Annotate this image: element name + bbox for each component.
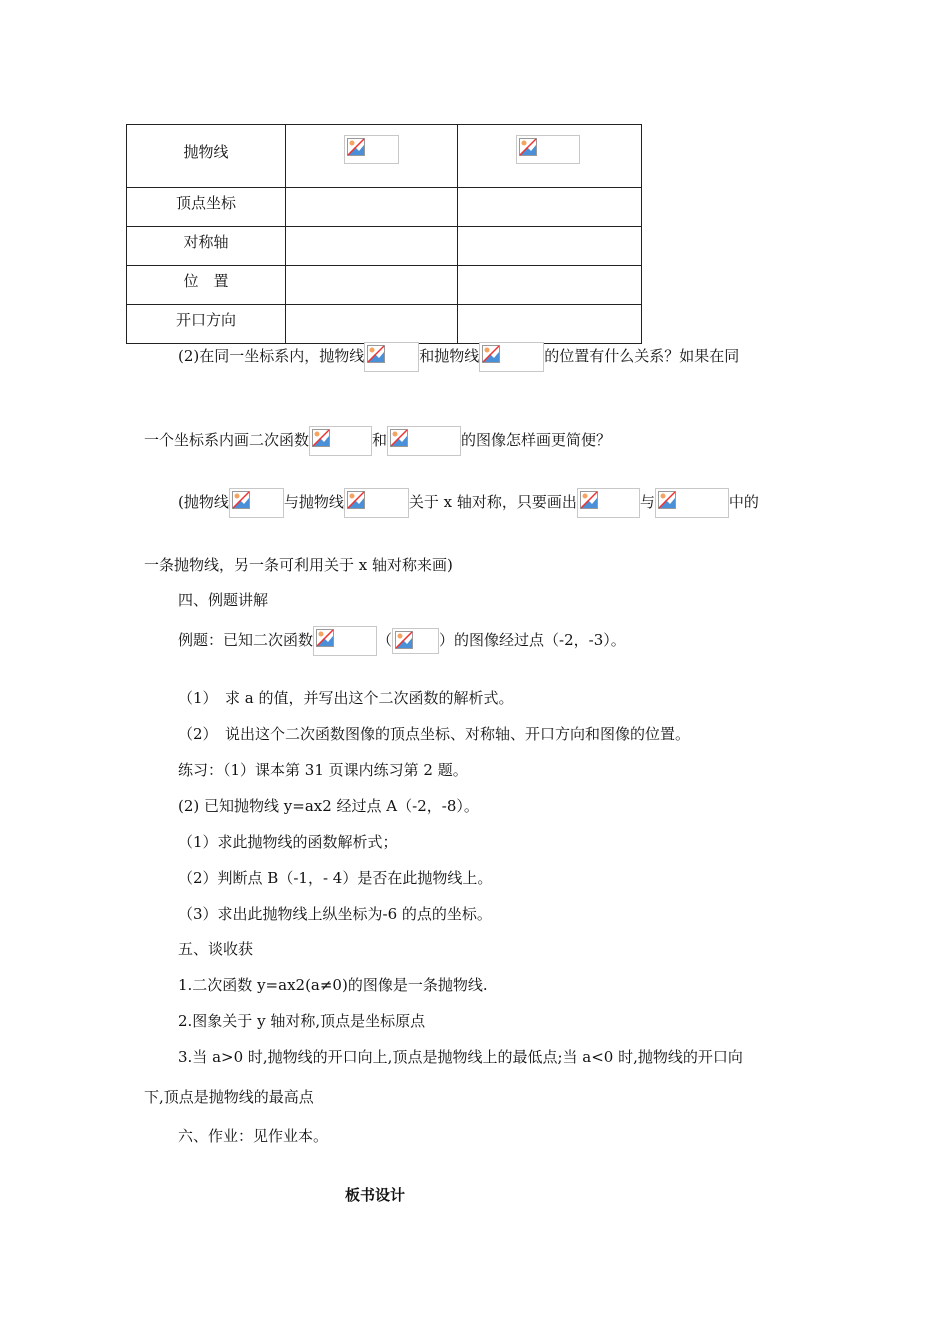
question-2-line bbox=[178, 342, 739, 372]
row-label: 开口方向 bbox=[127, 305, 286, 344]
text: 关于 x 轴对称，只要画出 bbox=[408, 493, 577, 511]
formula-image bbox=[387, 426, 461, 456]
section-heading: 五、谈收获 bbox=[178, 940, 254, 958]
broken-image-icon bbox=[232, 491, 250, 509]
broken-image-icon bbox=[482, 345, 500, 363]
table-cell bbox=[458, 305, 642, 344]
formula-image bbox=[516, 135, 580, 164]
text: （ bbox=[377, 631, 393, 649]
row-label: 位 置 bbox=[127, 266, 286, 305]
formula-image bbox=[479, 342, 544, 372]
broken-image-icon bbox=[312, 429, 330, 447]
text: ）的图像经过点（-2，-3）。 bbox=[439, 631, 626, 649]
row-label: 对称轴 bbox=[127, 227, 286, 266]
hint-continuation: 一条抛物线，另一条可利用关于 x 轴对称来画) bbox=[144, 556, 453, 574]
practice-subitem: （1）求此抛物线的函数解析式； bbox=[178, 833, 398, 851]
table-cell bbox=[285, 227, 458, 266]
summary-line: 1.二次函数 y=ax2(a≠0)的图像是一条抛物线. bbox=[178, 976, 488, 994]
section-heading: 六、作业：见作业本。 bbox=[178, 1127, 329, 1145]
broken-image-icon bbox=[316, 629, 334, 647]
comparison-table bbox=[126, 124, 642, 344]
broken-image-icon bbox=[519, 138, 537, 156]
formula-image bbox=[344, 488, 409, 518]
summary-line: 3.当 a>0 时,抛物线的开口向上,顶点是抛物线上的最低点;当 a<0 时,抛物线的开口向 bbox=[178, 1048, 743, 1066]
formula-image bbox=[229, 488, 284, 518]
broken-image-icon bbox=[658, 491, 676, 509]
table-row bbox=[127, 305, 642, 344]
summary-continuation: 下,顶点是抛物线的最高点 bbox=[144, 1088, 314, 1106]
text: 例题：已知二次函数 bbox=[178, 631, 314, 649]
table-cell bbox=[285, 188, 458, 227]
text: 和抛物线 bbox=[419, 347, 480, 365]
section-heading: 四、例题讲解 bbox=[178, 591, 269, 609]
practice-line: (2) 已知抛物线 y=ax2 经过点 A（-2，-8）。 bbox=[178, 797, 479, 815]
formula-image bbox=[344, 135, 399, 164]
table-cell bbox=[458, 125, 642, 188]
table-cell bbox=[285, 305, 458, 344]
text: (抛物线 bbox=[178, 493, 229, 511]
table-row bbox=[127, 188, 642, 227]
table-cell bbox=[285, 266, 458, 305]
text: 和 bbox=[372, 431, 388, 449]
table-row bbox=[127, 125, 642, 188]
broken-image-icon bbox=[390, 429, 408, 447]
formula-image bbox=[313, 626, 377, 656]
broken-image-icon bbox=[347, 138, 365, 156]
table-cell bbox=[458, 227, 642, 266]
text: 与 bbox=[639, 493, 655, 511]
formula-image bbox=[364, 342, 419, 372]
text: 的位置有什么关系？如果在同 bbox=[544, 347, 740, 365]
table-cell bbox=[458, 188, 642, 227]
text: 中的 bbox=[728, 493, 759, 511]
table-row bbox=[127, 227, 642, 266]
formula-image bbox=[392, 628, 439, 654]
practice-line: 练习：（1）课本第 31 页课内练习第 2 题。 bbox=[178, 761, 468, 779]
example-line bbox=[178, 626, 626, 656]
example-part-1: （1） 求 a 的值，并写出这个二次函数的解析式。 bbox=[178, 689, 514, 707]
question-2-continuation bbox=[144, 426, 611, 456]
broken-image-icon bbox=[395, 631, 413, 649]
broken-image-icon bbox=[367, 345, 385, 363]
formula-image bbox=[655, 488, 729, 518]
broken-image-icon bbox=[580, 491, 598, 509]
text: 与抛物线 bbox=[283, 493, 344, 511]
practice-subitem: （3）求出此抛物线上纵坐标为-6 的点的坐标。 bbox=[178, 905, 492, 923]
formula-image bbox=[577, 488, 640, 518]
text: 的图像怎样画更简便？ bbox=[461, 431, 612, 449]
text: (2)在同一坐标系内，抛物线 bbox=[178, 347, 365, 365]
summary-line: 2.图象关于 y 轴对称,顶点是坐标原点 bbox=[178, 1012, 426, 1030]
broken-image-icon bbox=[347, 491, 365, 509]
row-label: 顶点坐标 bbox=[127, 188, 286, 227]
row-label: 抛物线 bbox=[127, 125, 286, 188]
table-row bbox=[127, 266, 642, 305]
hint-line bbox=[178, 488, 759, 518]
example-part-2: （2） 说出这个二次函数图像的顶点坐标、对称轴、开口方向和图像的位置。 bbox=[178, 725, 691, 743]
table-cell bbox=[458, 266, 642, 305]
board-design-heading: 板书设计 bbox=[345, 1186, 406, 1204]
table-cell bbox=[285, 125, 458, 188]
formula-image bbox=[309, 426, 372, 456]
practice-subitem: （2）判断点 B（-1，- 4）是否在此抛物线上。 bbox=[178, 869, 493, 887]
text: 一个坐标系内画二次函数 bbox=[144, 431, 310, 449]
